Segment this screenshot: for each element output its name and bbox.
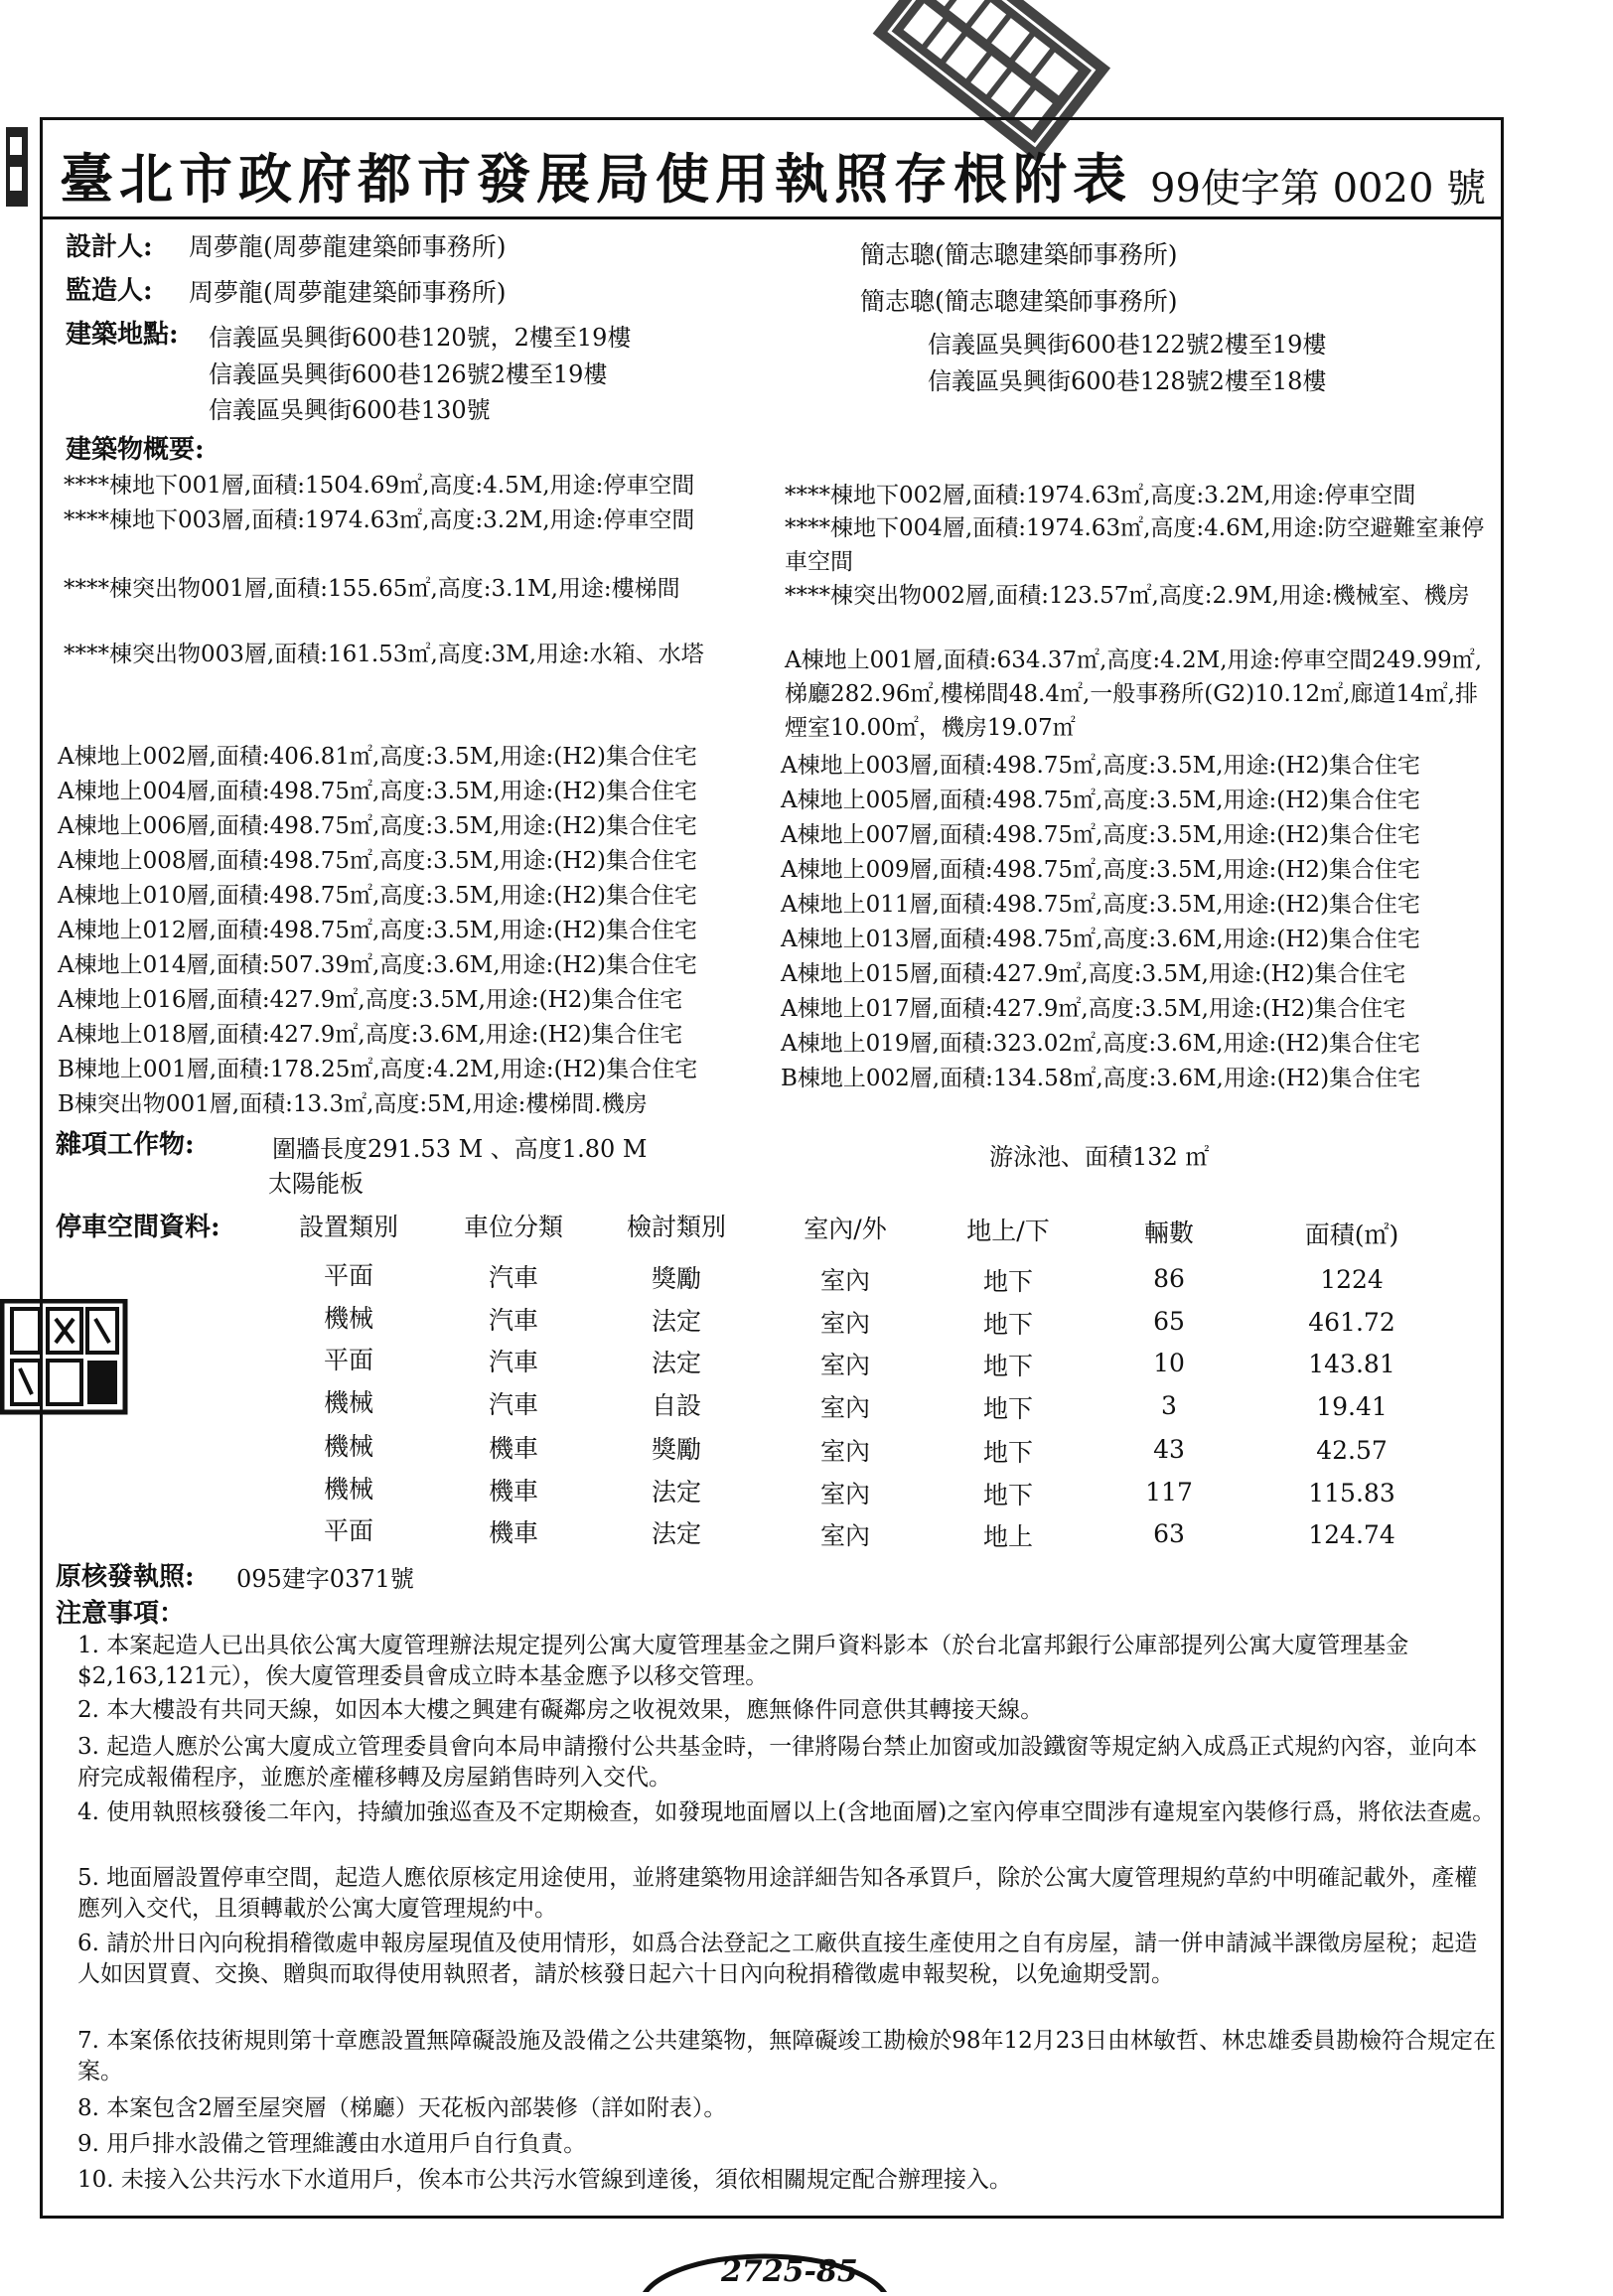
floor-entry-left: B棟突出物001層,面積:13.3㎡,高度:5M,用途:樓梯間.機房 bbox=[58, 1091, 648, 1117]
note-item: 1. 本案起造人已出具依公寓大廈管理辦法規定提列公寓大廈管理基金之開戶資料影本（於台北富邦銀行公庫部提列公寓大廈管理基金$2,163,121元），俟大廈管理委員會成立時本基金應予以移交管理。 bbox=[77, 1633, 1409, 1689]
parking-cell: 室內 bbox=[819, 1520, 870, 1550]
floor-entry-right: B棟地上002層,面積:134.58㎡,高度:3.6M,用途:(H2)集合住宅 bbox=[781, 1066, 1421, 1091]
parking-cell: 汽車 bbox=[488, 1262, 538, 1292]
supervisor-name-1: 周夢龍(周夢龍建築師事務所) bbox=[189, 278, 507, 307]
parking-cell: 地下 bbox=[982, 1394, 1033, 1423]
floor-entry-right: A棟地上009層,面積:498.75㎡,高度:3.5M,用途:(H2)集合住宅 bbox=[781, 857, 1420, 883]
parking-cell: 19.41 bbox=[1316, 1392, 1388, 1421]
parking-header: 檢討類別 bbox=[626, 1213, 726, 1241]
parking-cell: 平面 bbox=[323, 1261, 373, 1290]
note-item: 5. 地面層設置停車空間，起造人應依原核定用途使用，並將建築物用途詳細告知各承買戶，除於公寓大廈管理規約草約中明確記載外，產權應列入交代，且須轉載於公寓大廈管理規約中。 bbox=[77, 1865, 1478, 1922]
floor-entry-left: ****棟地下001層,面積:1504.69㎡,高度:4.5M,用途:停車空間 bbox=[64, 473, 695, 499]
parking-cell: 65 bbox=[1153, 1306, 1185, 1336]
parking-cell: 1224 bbox=[1320, 1265, 1384, 1294]
note-item: 7. 本案係依技術規則第十章應設置無障礙設施及設備之公共建築物，無障礙竣工勘檢於98年12月23日由林敏哲、林忠雄委員勘檢符合規定在案。 bbox=[77, 2028, 1497, 2084]
note-item: 3. 起造人應於公寓大廈成立管理委員會向本局申請撥付公共基金時，一律將陽台禁止加窗或加設鐵窗等規定納入成爲正式規約內容，並向本府完成報備程序，並應於產權移轉及房屋銷售時列入交代。 bbox=[77, 1734, 1478, 1791]
parking-cell: 地下 bbox=[982, 1438, 1033, 1467]
floor-entry-right: A棟地上003層,面積:498.75㎡,高度:3.5M,用途:(H2)集合住宅 bbox=[781, 753, 1420, 779]
parking-cell: 地下 bbox=[982, 1310, 1033, 1339]
parking-cell: 法定 bbox=[651, 1349, 701, 1377]
parking-cell: 機車 bbox=[488, 1433, 538, 1463]
parking-cell: 115.83 bbox=[1308, 1479, 1395, 1507]
parking-cell: 法定 bbox=[651, 1519, 701, 1548]
parking-cell: 室內 bbox=[819, 1392, 870, 1422]
floor-entry-right: A棟地上019層,面積:323.02㎡,高度:3.6M,用途:(H2)集合住宅 bbox=[781, 1031, 1420, 1057]
designer-name-2: 簡志聰(簡志聰建築師事務所) bbox=[860, 240, 1178, 269]
parking-header: 面積(㎡) bbox=[1304, 1220, 1399, 1249]
floor-entry-right: A棟地上011層,面積:498.75㎡,高度:3.5M,用途:(H2)集合住宅 bbox=[781, 892, 1420, 918]
floor-entry-right: ****棟突出物002層,面積:123.57㎡,高度:2.9M,用途:機械室、機房 bbox=[785, 583, 1470, 609]
parking-cell: 地下 bbox=[982, 1481, 1033, 1509]
overview-label: 建築物概要: bbox=[66, 435, 205, 465]
floor-entry-right: A棟地上005層,面積:498.75㎡,高度:3.5M,用途:(H2)集合住宅 bbox=[781, 788, 1420, 813]
title-divider bbox=[40, 216, 1501, 219]
supervisor-name-2: 簡志聰(簡志聰建築師事務所) bbox=[860, 287, 1178, 316]
floor-entry-right: A棟地上007層,面積:498.75㎡,高度:3.5M,用途:(H2)集合住宅 bbox=[781, 822, 1420, 848]
note-item: 9. 用戶排水設備之管理維護由水道用戶自行負責。 bbox=[77, 2131, 587, 2157]
floor-entry-left: A棟地上012層,面積:498.75㎡,高度:3.5M,用途:(H2)集合住宅 bbox=[58, 918, 697, 943]
site-label: 建築地點: bbox=[66, 320, 179, 350]
parking-cell: 室內 bbox=[819, 1436, 870, 1466]
site-address-1: 信義區吳興街600巷120號，2樓至19樓 bbox=[209, 324, 632, 352]
floor-entry-left: ****棟地下003層,面積:1974.63㎡,高度:3.2M,用途:停車空間 bbox=[64, 507, 695, 533]
floor-entry-left: B棟地上001層,面積:178.25㎡,高度:4.2M,用途:(H2)集合住宅 bbox=[58, 1057, 698, 1082]
parking-cell: 獎勵 bbox=[651, 1435, 701, 1464]
parking-cell: 自設 bbox=[651, 1391, 701, 1420]
misc-works-item: 太陽能板 bbox=[268, 1170, 364, 1198]
floor-entry-left: A棟地上018層,面積:427.9㎡,高度:3.6M,用途:(H2)集合住宅 bbox=[58, 1022, 683, 1048]
floor-entry-right: A棟地上013層,面積:498.75㎡,高度:3.6M,用途:(H2)集合住宅 bbox=[781, 927, 1420, 952]
note-item: 8. 本案包含2層至屋突層（梯廳）天花板內部裝修（詳如附表）。 bbox=[77, 2095, 727, 2121]
parking-cell: 42.57 bbox=[1316, 1436, 1388, 1465]
floor-entry-right: ****棟地下002層,面積:1974.63㎡,高度:3.2M,用途:停車空間 bbox=[785, 483, 1416, 508]
note-item: 4. 使用執照核發後二年內，持續加強巡查及不定期檢查，如發現地面層以上(含地面層)之室內停車空間涉有違規室內裝修行爲，將依法查處。 bbox=[77, 1799, 1496, 1825]
designer-name-1: 周夢龍(周夢龍建築師事務所) bbox=[189, 232, 507, 261]
floor-entry-left: A棟地上008層,面積:498.75㎡,高度:3.5M,用途:(H2)集合住宅 bbox=[58, 848, 697, 874]
parking-header: 地上/下 bbox=[966, 1217, 1050, 1245]
parking-cell: 機械 bbox=[323, 1304, 373, 1333]
parking-cell: 室內 bbox=[819, 1265, 870, 1295]
site-address-3: 信義區吳興街600巷130號 bbox=[209, 396, 491, 424]
document-number: 99使字第 0020 號 bbox=[1150, 166, 1487, 212]
floor-entry-right: A棟地上015層,面積:427.9㎡,高度:3.5M,用途:(H2)集合住宅 bbox=[781, 961, 1406, 987]
misc-works-item: 圍牆長度291.53 M 、高度1.80 M bbox=[272, 1135, 648, 1163]
parking-cell: 法定 bbox=[651, 1478, 701, 1507]
floor-entry-left: A棟地上004層,面積:498.75㎡,高度:3.5M,用途:(H2)集合住宅 bbox=[58, 779, 697, 804]
binding-mark bbox=[0, 117, 40, 216]
parking-cell: 汽車 bbox=[488, 1305, 538, 1335]
parking-cell: 機械 bbox=[323, 1388, 373, 1417]
parking-cell: 汽車 bbox=[488, 1347, 538, 1376]
note-item: 10. 未接入公共污水下水道用戶，俟本市公共污水管線到達後，須依相關規定配合辦理接入。 bbox=[77, 2167, 1012, 2193]
parking-cell: 平面 bbox=[323, 1346, 373, 1374]
misc-works-label: 雜項工作物: bbox=[56, 1130, 195, 1160]
site-address-2: 信義區吳興街600巷126號2樓至19樓 bbox=[209, 360, 608, 388]
floor-entry-left: ****棟突出物001層,面積:155.65㎡,高度:3.1M,用途:樓梯間 bbox=[64, 576, 680, 602]
designer-label: 設計人: bbox=[66, 232, 153, 262]
parking-cell: 63 bbox=[1153, 1518, 1185, 1548]
parking-cell: 124.74 bbox=[1308, 1520, 1395, 1549]
floor-entry-right: ****棟地下004層,面積:1974.63㎡,高度:4.6M,用途:防空避難室兼停車空間 bbox=[785, 515, 1485, 575]
floor-entry-left: A棟地上002層,面積:406.81㎡,高度:3.5M,用途:(H2)集合住宅 bbox=[58, 744, 697, 770]
page-title: 臺北市政府都市發展局使用執照存根附表 bbox=[60, 147, 1132, 211]
parking-header: 設置類別 bbox=[298, 1213, 398, 1241]
site-address-4: 信義區吳興街600巷122號2樓至19樓 bbox=[928, 331, 1327, 359]
floor-entry-left: A棟地上006層,面積:498.75㎡,高度:3.5M,用途:(H2)集合住宅 bbox=[58, 813, 697, 839]
bottom-stamp-text: 2725-85 bbox=[721, 2254, 858, 2289]
floor-entry-right: A棟地上001層,面積:634.37㎡,高度:4.2M,用途:停車空間249.99㎡,梯廳282.96㎡,樓梯間48.4㎡,一般事務所(G2)10.12㎡,廊道14㎡,排煙室10.00㎡，機房19.07㎡ bbox=[785, 647, 1483, 741]
parking-cell: 43 bbox=[1153, 1434, 1185, 1464]
parking-cell: 汽車 bbox=[488, 1389, 538, 1419]
parking-cell: 機車 bbox=[488, 1476, 538, 1506]
parking-header: 車位分類 bbox=[463, 1213, 563, 1241]
parking-cell: 3 bbox=[1161, 1390, 1177, 1420]
parking-cell: 143.81 bbox=[1308, 1350, 1395, 1378]
supervisor-label: 監造人: bbox=[66, 276, 153, 306]
parking-header: 輛數 bbox=[1143, 1219, 1194, 1247]
parking-cell: 室內 bbox=[819, 1350, 870, 1379]
note-item: 6. 請於卅日內向稅捐稽徵處申報房屋現值及使用情形，如爲合法登記之工廠供直接生產使用之自有房屋，請一併申請減半課徵房屋稅；起造人如因買賣、交換、贈與而取得使用執照者，請於核發日起六十日內向稅捐稽徵處申報契稅，以免逾期受罰。 bbox=[77, 1931, 1478, 1987]
floor-entry-right: A棟地上017層,面積:427.9㎡,高度:3.5M,用途:(H2)集合住宅 bbox=[781, 996, 1406, 1022]
parking-cell: 獎勵 bbox=[651, 1264, 701, 1293]
parking-cell: 地上 bbox=[982, 1522, 1033, 1551]
parking-cell: 機械 bbox=[323, 1432, 373, 1461]
parking-cell: 117 bbox=[1145, 1477, 1193, 1507]
parking-cell: 室內 bbox=[819, 1308, 870, 1338]
floor-entry-left: ****棟突出物003層,面積:161.53㎡,高度:3M,用途:水箱、水塔 bbox=[64, 642, 704, 667]
parking-cell: 86 bbox=[1153, 1263, 1185, 1293]
misc-works-item: 游泳池、面積132 ㎡ bbox=[989, 1143, 1210, 1171]
parking-cell: 地下 bbox=[982, 1267, 1033, 1296]
parking-cell: 平面 bbox=[323, 1516, 373, 1545]
parking-cell: 室內 bbox=[819, 1479, 870, 1508]
original-permit-label: 原核發執照: bbox=[56, 1562, 195, 1592]
original-permit-value: 095建字0371號 bbox=[236, 1565, 414, 1593]
parking-cell: 法定 bbox=[651, 1307, 701, 1336]
floor-entry-left: A棟地上010層,面積:498.75㎡,高度:3.5M,用途:(H2)集合住宅 bbox=[58, 883, 697, 909]
floor-entry-left: A棟地上014層,面積:507.39㎡,高度:3.6M,用途:(H2)集合住宅 bbox=[58, 952, 697, 978]
parking-cell: 461.72 bbox=[1308, 1308, 1395, 1337]
parking-label: 停車空間資料: bbox=[56, 1213, 220, 1242]
notes-label: 注意事項： bbox=[56, 1599, 186, 1629]
parking-cell: 機車 bbox=[488, 1517, 538, 1547]
floor-entry-left: A棟地上016層,面積:427.9㎡,高度:3.5M,用途:(H2)集合住宅 bbox=[58, 987, 683, 1013]
parking-cell: 10 bbox=[1153, 1348, 1185, 1377]
parking-cell: 地下 bbox=[982, 1352, 1033, 1380]
parking-header: 室內/外 bbox=[804, 1215, 887, 1243]
note-item: 2. 本大樓設有共同天線，如因本大樓之興建有礙鄰房之收視效果，應無條件同意供其轉接天線。 bbox=[77, 1697, 1044, 1723]
parking-cell: 機械 bbox=[323, 1475, 373, 1504]
site-address-5: 信義區吳興街600巷128號2樓至18樓 bbox=[928, 367, 1327, 395]
